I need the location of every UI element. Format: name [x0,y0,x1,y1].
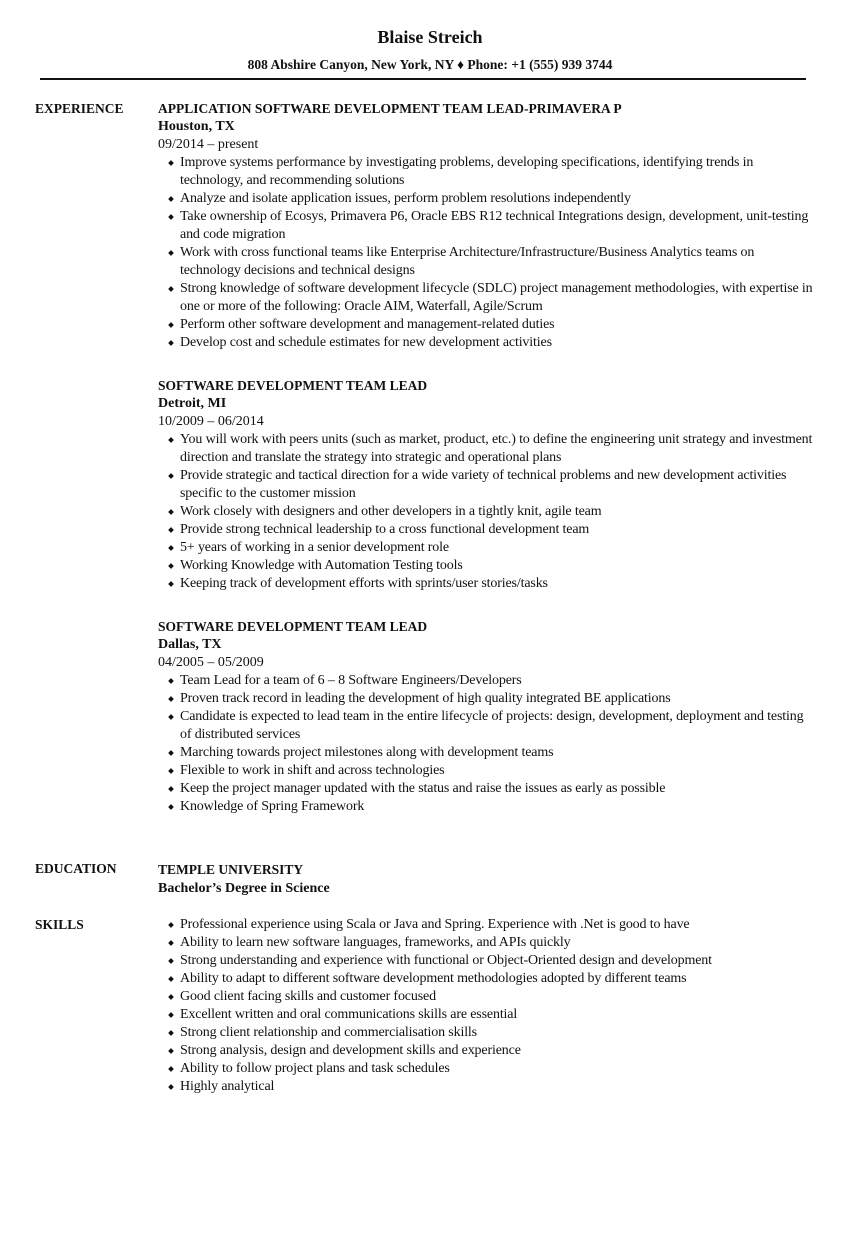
contact-line [0,56,860,74]
skills-list [158,916,813,1096]
job-dates: 04/2005 – 05/2009 [158,655,264,670]
bullet-item: Provide strategic and tactical direction for a wide variety of technical problems and new development activities specific to the customer mission [158,467,813,503]
bullet-item: Provide strong technical leadership to a cross functional development team [158,521,813,539]
bullet-item: Knowledge of Spring Framework [158,798,813,816]
bullet-item: Keeping track of development efforts with sprints/user stories/tasks [158,575,813,593]
section-label: EDUCATION [35,861,117,876]
job-location: Houston, TX [158,119,235,134]
skill-item: Professional experience using Scala or Java and Spring. Experience with .Net is good to have [158,916,813,934]
resume-header [0,0,860,80]
bullet-item: Improve systems performance by investigating problems, developing specifications, identifying trends in technology, and recommending solutions [158,154,813,190]
bullet-item: Working Knowledge with Automation Testing tools [158,557,813,575]
job-bullets [158,431,813,593]
job-entry [158,618,813,816]
skill-item: Strong client relationship and commercialisation skills [158,1024,813,1042]
bullet-item: Work with cross functional teams like Enterprise Architecture/Infrastructure/Business Analytics teams on technology decisions and technical designs [158,244,813,280]
job-title: SOFTWARE DEVELOPMENT TEAM LEAD [158,378,428,393]
skill-item: Ability to learn new software languages, frameworks, and APIs quickly [158,934,813,952]
job-entry [158,100,813,352]
experience-section [0,100,860,841]
experience-list [158,100,813,841]
job-bullets [158,154,813,352]
job-location: Detroit, MI [158,396,227,411]
job-entry [158,377,813,593]
bullet-item: Candidate is expected to lead team in the entire lifecycle of projects: design, development, deployment and testing of distributed services [158,708,813,744]
skill-item: Strong understanding and experience with functional or Object-Oriented design and development [158,952,813,970]
skills-section [0,916,860,1096]
skill-item: Ability to adapt to different software development methodologies adopted by different teams [158,970,813,988]
bullet-item: Take ownership of Ecosys, Primavera P6, Oracle EBS R12 technical Integrations design, development, unit-testing and code migration [158,208,813,244]
education-section [0,860,860,898]
school-name: TEMPLE UNIVERSITY [158,862,304,877]
bullet-item: You will work with peers units (such as market, product, etc.) to define the engineering unit strategy and investment direction and translate the strategy into strategic and operational plans [158,431,813,467]
skill-item: Good client facing skills and customer focused [158,988,813,1006]
job-location: Dallas, TX [158,637,222,652]
job-dates: 10/2009 – 06/2014 [158,414,264,429]
job-title: SOFTWARE DEVELOPMENT TEAM LEAD [158,619,428,634]
bullet-item: Marching towards project milestones along with development teams [158,744,813,762]
bullet-item: Flexible to work in shift and across technologies [158,762,813,780]
phone: Phone: +1 (555) 939 3744 [467,57,613,72]
bullet-item: 5+ years of working in a senior development role [158,539,813,557]
skill-item: Ability to follow project plans and task schedules [158,1060,813,1078]
bullet-item: Perform other software development and management-related duties [158,316,813,334]
section-label: EXPERIENCE [35,101,124,116]
skill-item: Strong analysis, design and development skills and experience [158,1042,813,1060]
bullet-item: Team Lead for a team of 6 – 8 Software Engineers/Developers [158,672,813,690]
degree: Bachelor’s Degree in Science [158,881,330,896]
bullet-item: Work closely with designers and other developers in a tightly knit, agile team [158,503,813,521]
header-divider [40,78,806,80]
bullet-item: Strong knowledge of software development lifecycle (SDLC) project management methodologies, with expertise in one or more of the following: Oracle AIM, Waterfall, Agile/Scrum [158,280,813,316]
job-title: APPLICATION SOFTWARE DEVELOPMENT TEAM LEAD-PRIMAVERA P [158,101,622,116]
skill-item: Highly analytical [158,1078,813,1096]
bullet-item: Develop cost and schedule estimates for new development activities [158,334,813,352]
bullet-item: Keep the project manager updated with the status and raise the issues as early as possible [158,780,813,798]
bullet-item: Proven track record in leading the development of high quality integrated BE applications [158,690,813,708]
skill-item: Excellent written and oral communications skills are essential [158,1006,813,1024]
job-dates: 09/2014 – present [158,137,259,152]
diamond-separator-icon: ♦ [457,57,465,72]
address: 808 Abshire Canyon, New York, NY [247,57,454,72]
section-label: SKILLS [35,917,84,932]
job-bullets [158,672,813,816]
bullet-item: Analyze and isolate application issues, perform problem resolutions independently [158,190,813,208]
candidate-name: Blaise Streich [377,27,483,47]
